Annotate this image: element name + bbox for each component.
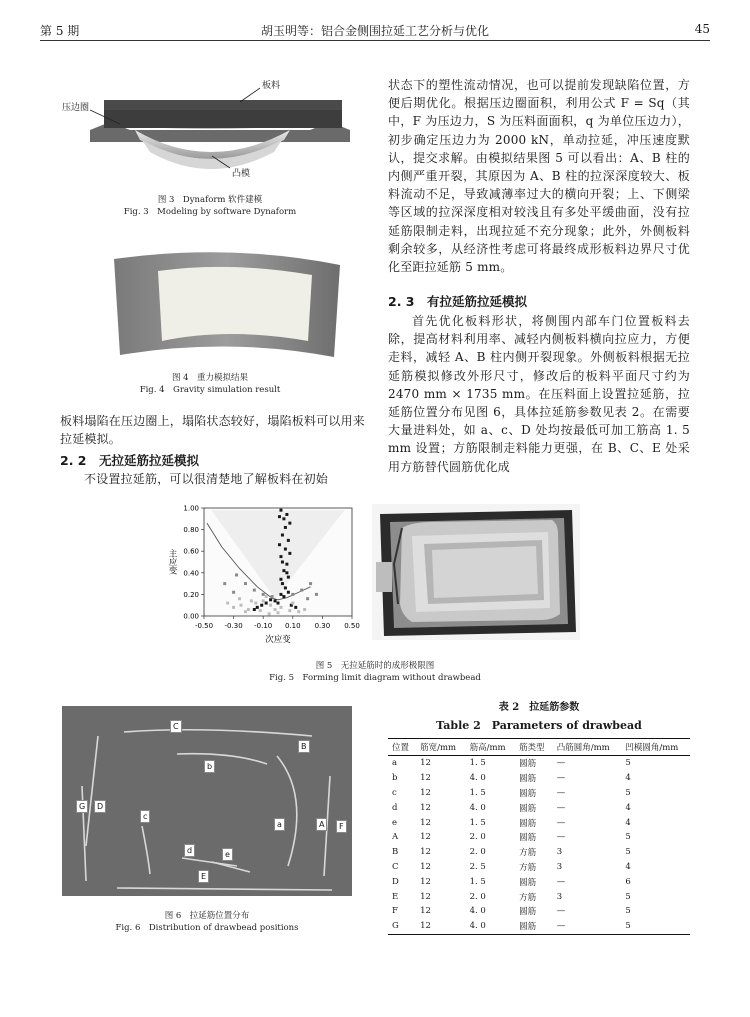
caption-en: Fig. 3 Modeling by software Dynaform — [123, 207, 297, 217]
strain-point — [277, 602, 280, 605]
table-header-row — [388, 739, 690, 756]
strain-point — [265, 602, 268, 605]
table-cell: 1. 5 — [469, 817, 486, 828]
caption-cn: 图 4 重力模拟结果 — [171, 373, 249, 383]
table-row — [388, 830, 690, 845]
drawbead-label-d: d — [184, 844, 195, 857]
strain-point — [240, 604, 243, 607]
table-row — [388, 889, 690, 904]
drawbead-label-F: F — [336, 820, 347, 833]
strain-point — [278, 515, 281, 518]
strain-point — [232, 606, 235, 609]
y-tick-label: 0.40 — [183, 569, 199, 578]
strain-point — [288, 609, 291, 612]
table-cell: e — [392, 817, 398, 828]
table-cell: 12 — [420, 787, 431, 798]
strain-point — [226, 602, 229, 605]
y-tick-label: 0.20 — [183, 590, 199, 599]
strain-point — [277, 611, 280, 614]
table-cell: 3 — [556, 847, 563, 858]
table-row — [388, 771, 690, 786]
strain-point — [278, 543, 281, 546]
table-row — [388, 919, 690, 934]
table-cell: 12 — [420, 906, 431, 917]
caption-cn: 图 3 Dynaform 软件建模 — [157, 195, 263, 205]
issue-number: 第 5 期 — [40, 24, 80, 38]
table-cell: 圆筋 — [519, 803, 537, 814]
figure-3-image — [60, 70, 360, 188]
table-cell: 5 — [625, 832, 631, 843]
drawbead-label-D: D — [94, 800, 106, 813]
table-cell: 圆筋 — [519, 774, 537, 785]
drawbead-label-e: e — [222, 848, 233, 861]
caption-cn: 图 6 拉延筋位置分布 — [164, 911, 250, 921]
paragraph-text: 不设置拉延筋，可以很清楚地了解板料在初始 — [84, 472, 329, 486]
strain-point — [281, 561, 284, 564]
y-axis-label: 主应变 — [167, 549, 177, 575]
paragraph-text: 状态下的塑性流动情况，也可以提前发现缺陷位置，方便后期优化。根据压边圈面积，利用公式 F = Sq（其中，F 为压边力，S 为压料面面积，q 为单位压边力），初步确定压边力为 2000 kN，单动拉延，冲压速度默认，提交求解。由模拟结果图 5 可以看出：A、B 柱的内侧严重开裂，其原因为 A、B 柱的拉深深度较大、板料流动不足，导致减薄率过大的横向开裂；上、下侧梁等区域的拉深深度相对较浅且有多处平缓曲面，没有拉延筋限制走料，出现拉延不充分现象；此外，外侧板料剩余较多，从经济性考虑可将最终成形板料边界尺寸优化至距拉延筋 5 mm。 — [388, 78, 690, 275]
table-header-cell: 位置 — [388, 739, 416, 756]
strain-point — [269, 604, 272, 607]
strain-point — [281, 534, 284, 537]
running-title: 胡玉明等：铝合金侧围拉延工艺分析与优化 — [260, 24, 489, 38]
table-cell: 方筋 — [519, 892, 537, 903]
table-cell: 6 — [625, 876, 631, 887]
strain-point — [262, 593, 265, 596]
table-cell: 4. 0 — [469, 802, 486, 813]
table-cell: 圆筋 — [519, 788, 537, 799]
y-tick-label: 1.00 — [183, 504, 199, 513]
table-cell: a — [392, 758, 398, 769]
table-title-cn: 表 2 拉延筋参数 — [498, 702, 580, 713]
table-cell: 5 — [625, 847, 631, 858]
table-cell: 3 — [556, 891, 563, 902]
strain-point — [288, 552, 291, 555]
caption-en: Fig. 5 Forming limit diagram without drawbead — [269, 673, 481, 683]
x-tick-label: 0.50 — [344, 622, 360, 630]
page-number: 45 — [694, 22, 710, 36]
strain-point — [284, 548, 287, 551]
table-cell: 4. 0 — [469, 906, 486, 917]
strain-point — [279, 578, 282, 581]
running-header — [40, 18, 710, 41]
table-cell: 12 — [420, 802, 431, 813]
table-row — [388, 845, 690, 860]
strain-point — [256, 606, 259, 609]
strain-point — [244, 582, 247, 585]
table-cell: 方筋 — [519, 862, 537, 873]
table-cell: 12 — [420, 817, 431, 828]
figure-5-formed-part-image — [372, 504, 580, 640]
drawbead-label-c: c — [140, 810, 150, 823]
strain-point — [282, 595, 285, 598]
table-cell: 2. 0 — [469, 847, 486, 858]
figure-6-drawbead-layout — [62, 706, 352, 896]
strain-point — [285, 563, 288, 566]
table-cell: B — [392, 847, 399, 858]
caption-en: Fig. 6 Distribution of drawbead positions — [115, 923, 299, 933]
strain-point — [284, 586, 287, 589]
y-tick-label: 0.80 — [183, 526, 199, 535]
table-header-cell: 凹模圆角/mm — [621, 739, 690, 756]
table-cell: — — [556, 906, 566, 917]
x-tick-label: 0.30 — [314, 622, 331, 630]
strain-point — [271, 595, 274, 598]
caption-cn: 图 5 无拉延筋时的成形极限图 — [315, 661, 435, 671]
strain-point — [294, 606, 297, 609]
table-cell: 1. 5 — [469, 787, 486, 798]
table-cell: 12 — [420, 773, 431, 784]
table-cell: A — [392, 832, 399, 843]
table-cell: F — [392, 906, 398, 917]
table-cell: C — [392, 861, 399, 872]
table-header-cell: 筋高/mm — [466, 739, 515, 756]
table-cell: 3 — [556, 861, 563, 872]
drawbead-label-b: b — [204, 760, 215, 773]
table-cell: 方筋 — [519, 848, 537, 859]
caption-en: Fig. 4 Gravity simulation result — [139, 385, 281, 395]
strain-point — [288, 522, 291, 525]
strain-point — [259, 609, 262, 612]
table-cell: 圆筋 — [519, 877, 537, 888]
table-row — [388, 815, 690, 830]
paragraph-right-1 — [388, 76, 690, 276]
figure-5-caption — [150, 660, 600, 684]
section-2-2-heading: 2. 2 无拉延筋拉延模拟 — [60, 453, 199, 468]
table-cell: 12 — [420, 876, 431, 887]
figure-3-caption — [60, 194, 360, 218]
strain-point — [287, 539, 290, 542]
table-cell: 4 — [625, 773, 631, 784]
x-axis-label: 次应变 — [265, 635, 291, 645]
table-cell: — — [556, 876, 566, 887]
table-cell: — — [556, 787, 566, 798]
table-row — [388, 874, 690, 889]
strain-point — [269, 598, 272, 601]
table-cell: 12 — [420, 832, 431, 843]
table-cell: 4 — [625, 802, 631, 813]
table-cell: 2. 0 — [469, 891, 486, 902]
strain-point — [274, 599, 277, 602]
figure-6-caption — [62, 910, 352, 934]
x-tick-label: 0.10 — [285, 622, 301, 630]
table-row — [388, 904, 690, 919]
strain-point — [281, 582, 284, 585]
drawbead-label-G: G — [76, 800, 88, 813]
table-cell: 4 — [625, 861, 631, 872]
table-cell: — — [556, 758, 566, 769]
strain-point — [265, 595, 268, 598]
table-cell: 12 — [420, 847, 431, 858]
table-cell: 12 — [420, 861, 431, 872]
table-header-cell: 筋宽/mm — [416, 739, 465, 756]
table-cell: 2. 5 — [469, 861, 486, 872]
table-cell: 圆筋 — [519, 818, 537, 829]
y-tick-label: 0.60 — [183, 547, 199, 556]
table-cell: 12 — [420, 758, 431, 769]
strain-point — [287, 576, 290, 579]
strain-point — [285, 513, 288, 516]
strain-point — [282, 569, 285, 572]
x-tick-label: -0.50 — [194, 622, 214, 630]
strain-point — [282, 517, 285, 520]
table-row — [388, 756, 690, 771]
figure-5-fld-chart — [160, 500, 360, 646]
table-cell: 1. 5 — [469, 758, 486, 769]
strain-point — [287, 591, 290, 594]
strain-point — [285, 571, 288, 574]
strain-point — [274, 608, 277, 611]
strain-point — [268, 612, 271, 615]
table-cell: 圆筋 — [519, 907, 537, 918]
table-cell: 5 — [625, 906, 631, 917]
table-header-cell: 筋类型 — [515, 739, 553, 756]
strain-point — [279, 593, 282, 596]
table-cell: — — [556, 773, 566, 784]
section-2-3-heading: 2. 3 有拉延筋拉延模拟 — [388, 294, 527, 309]
table-row — [388, 786, 690, 801]
table-cell: 5 — [625, 758, 631, 769]
drawbead-label-B: B — [298, 740, 310, 753]
drawbead-label-a: a — [274, 818, 285, 831]
strain-point — [253, 589, 256, 592]
table-cell: d — [392, 802, 398, 813]
table-cell: — — [556, 817, 566, 828]
table-cell: 5 — [625, 787, 631, 798]
table-header-cell: 凸筋圆角/mm — [553, 739, 622, 756]
paragraph-left-2 — [60, 470, 365, 488]
drawbead-label-A: A — [316, 818, 327, 831]
table-cell: 12 — [420, 891, 431, 902]
y-tick-label: 0.00 — [183, 612, 199, 621]
table-cell: 12 — [416, 919, 465, 934]
table-2-title — [388, 698, 690, 733]
table-2 — [388, 738, 690, 935]
strain-point — [250, 599, 253, 602]
strain-point — [284, 526, 287, 529]
figure-4-caption — [60, 372, 360, 396]
strain-point — [223, 582, 226, 585]
strain-point — [297, 610, 300, 613]
table-cell: — — [556, 802, 566, 813]
table-cell: E — [392, 891, 399, 902]
strain-point — [247, 608, 250, 611]
table-row — [388, 860, 690, 875]
strain-point — [279, 555, 282, 558]
paragraph-left-1 — [60, 412, 365, 448]
table-cell: 4 — [625, 817, 631, 828]
x-tick-label: -0.10 — [254, 622, 273, 630]
paragraph-right-2 — [388, 312, 690, 476]
table-cell: 1. 5 — [469, 876, 486, 887]
strain-point — [262, 599, 265, 602]
table-cell: 圆筋 — [519, 759, 537, 770]
strain-point — [303, 608, 306, 611]
drawbead-label-C: C — [170, 720, 182, 733]
strain-point — [260, 604, 263, 607]
table-cell: 圆筋 — [515, 919, 553, 934]
fld-svg — [160, 500, 360, 646]
table-cell: c — [392, 787, 397, 798]
strain-point — [315, 593, 318, 596]
strain-point — [300, 589, 303, 592]
x-tick-label: -0.30 — [224, 622, 243, 630]
table-cell: — — [556, 832, 566, 843]
strain-point — [244, 610, 247, 613]
paragraph-text: 板料塌陷在压边圈上，塌陷状态较好，塌陷板料可以用来拉延模拟。 — [60, 414, 366, 447]
strain-point — [254, 602, 257, 605]
strain-point — [279, 606, 282, 609]
label-binder: 压边圈 — [62, 103, 90, 113]
table-title-en: Table 2 Parameters of drawbead — [436, 719, 642, 732]
table-cell: 5 — [625, 891, 631, 902]
strain-point — [235, 573, 238, 576]
table-cell: 2. 0 — [469, 832, 486, 843]
drawbead-label-E: E — [198, 870, 209, 883]
table-cell: 圆筋 — [519, 833, 537, 844]
strain-point — [253, 608, 256, 611]
table-cell: D — [392, 876, 399, 887]
table-cell: 5 — [621, 919, 690, 934]
strain-point — [309, 582, 312, 585]
figure-4-image — [100, 245, 350, 363]
table-cell: 4. 0 — [466, 919, 515, 934]
paragraph-text: 首先优化板料形状，将侧围内部车门位置板料去除，提高材料利用率、减轻内侧板料横向拉应力，方便走料，减轻 A、B 柱内侧开裂现象。外侧板料根据无拉延筋模拟修改外形尺寸，修改后的板料平面尺寸约为 2470 mm × 1735 mm。在压料面上设置拉延筋，拉延筋位置分布见图 6，具体拉延筋参数见表 2。在需要大量进料处，如 a、c、D 处均按最低可加工筋高 1. 5 mm 设置；方筋限制走料能力更强，在 B、C、E 处采用方筋替代圆筋优化成 — [388, 314, 690, 474]
strain-point — [238, 597, 241, 600]
label-sheet: 板料 — [262, 81, 281, 91]
strain-point — [306, 597, 309, 600]
table-row — [388, 800, 690, 815]
strain-point — [291, 593, 294, 596]
table-cell: — — [553, 919, 622, 934]
table-cell: G — [388, 919, 416, 934]
strain-point — [279, 509, 282, 512]
strain-point — [232, 591, 235, 594]
label-punch: 凸模 — [232, 169, 251, 179]
strain-point — [291, 602, 294, 605]
table-cell: b — [392, 773, 398, 784]
table-cell: 4. 0 — [469, 773, 486, 784]
